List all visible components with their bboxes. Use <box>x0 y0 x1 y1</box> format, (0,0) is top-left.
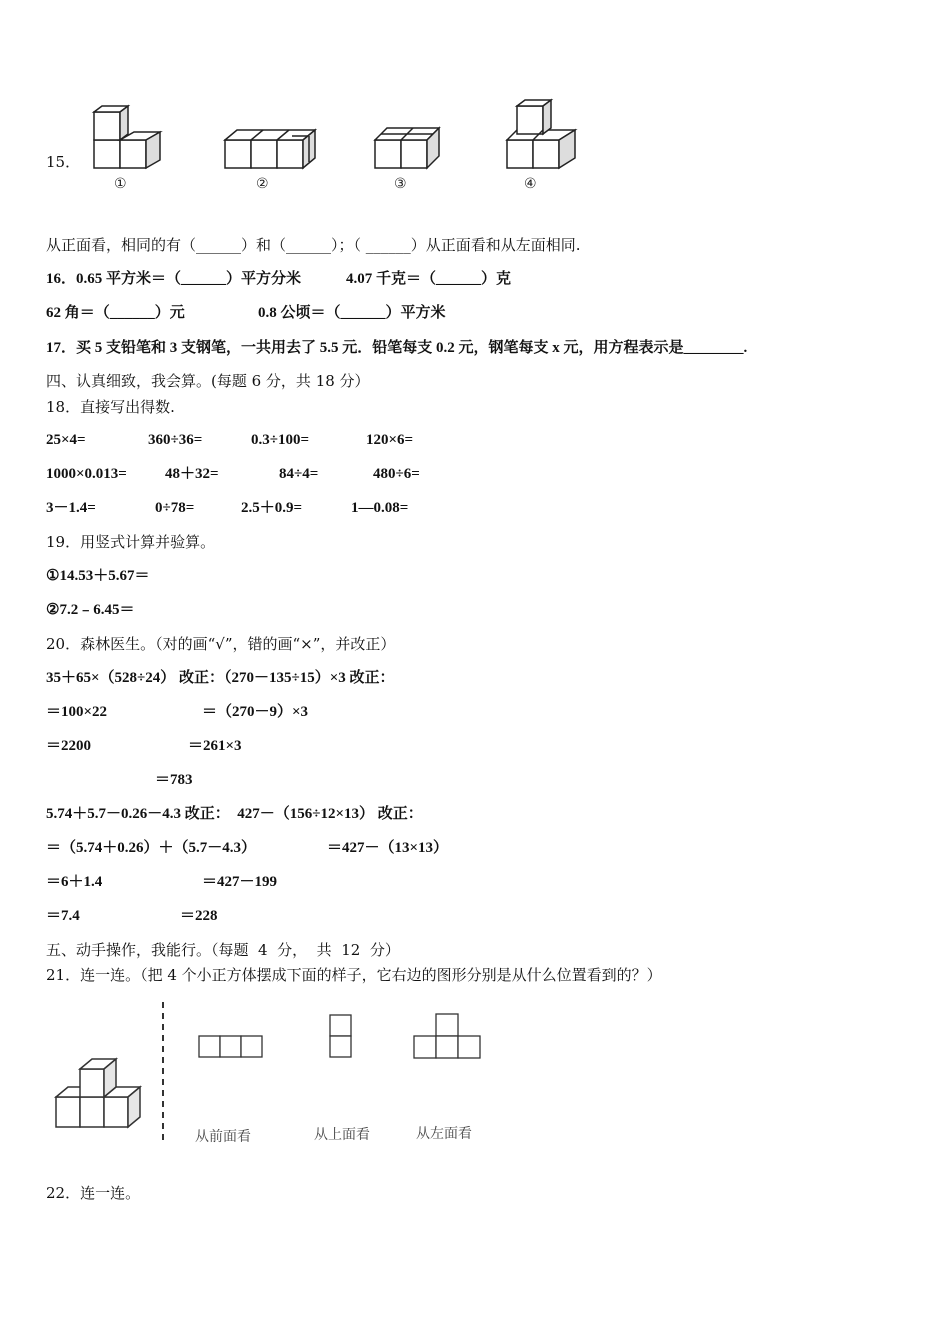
q18-r3-c2: 0÷78= <box>155 500 195 516</box>
q18-r1-c2: 360÷36= <box>148 432 203 448</box>
q20-p1-right-step-1: ＝（270－9）×3 <box>202 704 309 720</box>
q21-dashed-divider <box>160 1002 166 1146</box>
q20-p2-right-step-1: ＝427－（13×13） <box>327 840 449 856</box>
q18-r1-c4: 120×6= <box>366 432 414 448</box>
q18-r3-c3: 2.5＋0.9= <box>241 500 303 516</box>
q16-line1-a: 16．0.65 平方米＝（______）平方分米 <box>46 271 302 287</box>
q20-p2-left-step-3: ＝7.4 <box>46 908 80 924</box>
q20-p2-right-step-2: ＝427－199 <box>202 874 278 890</box>
q15-number: 15． <box>46 153 81 171</box>
q15-figure-1 <box>90 104 170 194</box>
q21-cube-figure <box>50 1055 154 1135</box>
q20-title: 20．森林医生。（对的画“√”，错的画“×”，并改正） <box>46 635 396 653</box>
q21-view-left <box>412 1012 484 1060</box>
q16-line1-b: 4.07 千克＝（______）克 <box>346 271 512 287</box>
section5-heading: 五、动手操作，我能行。（每题 4 分， 共 12 分） <box>46 941 400 959</box>
q18-r1-c1: 25×4= <box>46 432 86 448</box>
q20-p2-right-step-3: ＝228 <box>180 908 218 924</box>
q18-r2-c4: 480÷6= <box>373 466 420 482</box>
q16-line2-a: 62 角＝（______）元 <box>46 305 185 321</box>
q18-r1-c3: 0.3÷100= <box>251 432 310 448</box>
q21-title: 21．连一连。（把 4 个小正方体摆成下面的样子，它右边的图形分别是从什么位置看到的？） <box>46 966 662 984</box>
q22-title: 22．连一连。 <box>46 1184 141 1202</box>
section4-heading: 四、认真细致，我会算。(每题 6 分，共 18 分） <box>46 372 370 390</box>
q15-figure-4 <box>504 96 584 194</box>
q21-view-top <box>328 1013 354 1061</box>
q21-label-front: 从前面看 <box>195 1129 251 1145</box>
q18-r3-c1: 3－1.4= <box>46 500 96 516</box>
q20-p1-right-step-2: ＝261×3 <box>188 738 242 754</box>
q20-p1-left-step-2: ＝2200 <box>46 738 92 754</box>
q20-problem-1: 35＋65×（528÷24） 改正：（270－135÷15）×3 改正： <box>46 670 395 686</box>
q20-p2-left-step-1: ＝（5.74＋0.26）＋（5.7－4.3） <box>46 840 257 856</box>
q18-r2-c1: 1000×0.013= <box>46 466 127 482</box>
q15-figure-2 <box>222 122 332 194</box>
q15-option-3: ③ <box>394 176 407 192</box>
q18-r2-c3: 84÷4= <box>279 466 319 482</box>
q20-problem-2: 5.74＋5.7－0.26－4.3 改正： 427－（156÷12×13） 改正： <box>46 806 423 822</box>
q21-label-top: 从上面看 <box>314 1127 370 1143</box>
q21-label-left: 从左面看 <box>416 1126 472 1142</box>
q20-p1-left-step-1: ＝100×22 <box>46 704 108 720</box>
q20-p2-left-step-2: ＝6＋1.4 <box>46 874 103 890</box>
q19-item-1: ①14.53＋5.67＝ <box>46 568 150 584</box>
q16-line2-b: 0.8 公顷＝（______）平方米 <box>258 305 446 321</box>
q15-option-4: ④ <box>524 176 537 192</box>
q15-figure-3 <box>372 122 452 194</box>
q20-p1-right-step-3: ＝783 <box>155 772 193 788</box>
q18-title: 18．直接写出得数. <box>46 398 175 416</box>
q19-item-2: ②7.2﹣6.45＝ <box>46 602 135 618</box>
q21-view-front <box>198 1034 268 1060</box>
q18-r3-c4: 1—0.08= <box>351 500 409 516</box>
q15-question-text: 从正面看，相同的有（______）和（______）；（ ______）从正面看和从左面相同. <box>46 236 581 254</box>
q15-option-2: ② <box>256 176 269 192</box>
q19-title: 19．用竖式计算并验算。 <box>46 533 216 551</box>
q18-r2-c2: 48＋32= <box>165 466 219 482</box>
q15-option-1: ① <box>114 176 127 192</box>
q17-text: 17．买 5 支铅笔和 3 支钢笔，一共用去了 5.5 元．铅笔每支 0.2 元，钢笔每支 x 元，用方程表示是________. <box>46 340 748 356</box>
